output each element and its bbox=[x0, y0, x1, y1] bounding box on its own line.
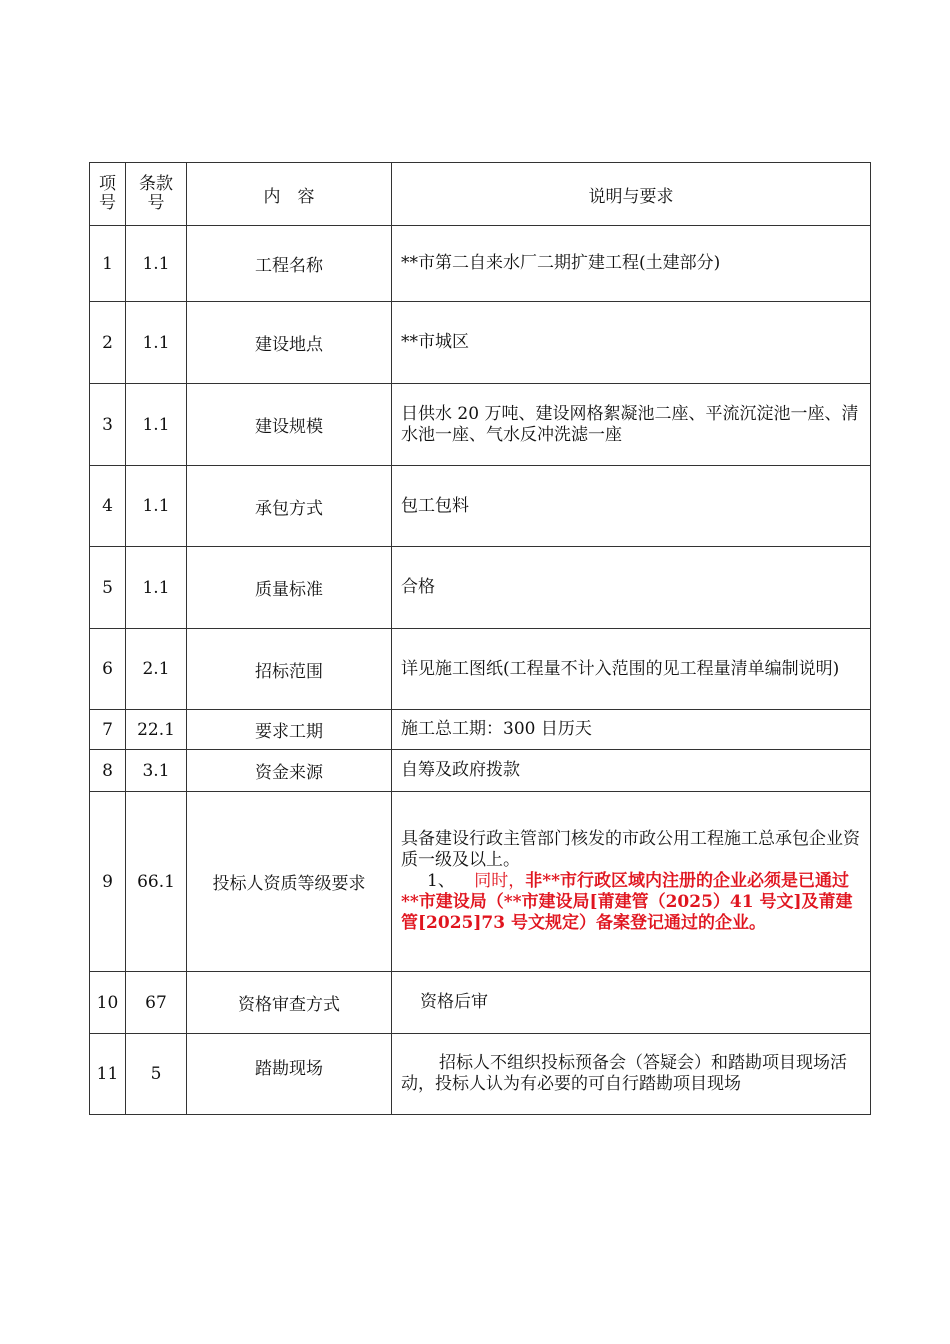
table-row bbox=[90, 972, 871, 1034]
table-row bbox=[90, 302, 871, 384]
row-content: 建设规模 bbox=[187, 384, 392, 466]
row-clause-no: 1.1 bbox=[126, 226, 187, 302]
row-item-no: 2 bbox=[90, 302, 126, 384]
header-item-no bbox=[90, 163, 126, 226]
header-content-label: 内 容 bbox=[263, 186, 315, 207]
row-description: 包工包料 bbox=[392, 466, 871, 547]
row-content: 踏勘现场 bbox=[187, 1034, 392, 1115]
review-method-text: 资格后审 bbox=[420, 992, 488, 1012]
row-clause-no: 1.1 bbox=[126, 302, 187, 384]
row-item-no: 8 bbox=[90, 750, 126, 792]
row-content: 质量标准 bbox=[187, 547, 392, 629]
table-row bbox=[90, 629, 871, 710]
table-row bbox=[90, 547, 871, 629]
row-description bbox=[392, 1034, 871, 1115]
row-description-qualification bbox=[392, 792, 871, 972]
header-item-no-label: 项号 bbox=[99, 174, 116, 213]
row-clause-no: 1.1 bbox=[126, 466, 187, 547]
row-content: 承包方式 bbox=[187, 466, 392, 547]
row-description bbox=[392, 972, 871, 1034]
row-clause-no: 3.1 bbox=[126, 750, 187, 792]
table-row bbox=[90, 792, 871, 972]
row-clause-no: 5 bbox=[126, 1034, 187, 1115]
qualification-note-bold: 非**市行政区域内注册的企业必须是已通过**市建设局（**市建设局[莆建管（2025）41 号文]及莆建管[2025]73 号文规定）备案登记通过的企业。 bbox=[401, 871, 853, 933]
header-description bbox=[392, 163, 871, 226]
table-row bbox=[90, 384, 871, 466]
row-item-no: 1 bbox=[90, 226, 126, 302]
requirements-table bbox=[89, 162, 871, 1115]
row-description: 详见施工图纸(工程量不计入范围的见工程量清单编制说明) bbox=[392, 629, 871, 710]
row-description: 施工总工期：300 日历天 bbox=[392, 710, 871, 750]
row-item-no: 10 bbox=[90, 972, 126, 1034]
row-item-no: 7 bbox=[90, 710, 126, 750]
table-row bbox=[90, 750, 871, 792]
row-description: 日供水 20 万吨、建设网格絮凝池二座、平流沉淀池一座、清水池一座、气水反冲洗滤一座 bbox=[392, 384, 871, 466]
qualification-note bbox=[401, 871, 862, 934]
row-content: 招标范围 bbox=[187, 629, 392, 710]
row-clause-no: 1.1 bbox=[126, 384, 187, 466]
row-item-no: 4 bbox=[90, 466, 126, 547]
header-description-label: 说明与要求 bbox=[588, 186, 674, 207]
row-item-no: 6 bbox=[90, 629, 126, 710]
table-row bbox=[90, 1034, 871, 1115]
row-item-no: 5 bbox=[90, 547, 126, 629]
qualification-note-red: 同时， bbox=[474, 871, 526, 891]
qualification-note-prefix: 1、 bbox=[427, 871, 455, 891]
header-clause-no-label: 条款号 bbox=[139, 174, 173, 213]
row-clause-no: 22.1 bbox=[126, 710, 187, 750]
row-item-no: 11 bbox=[90, 1034, 126, 1115]
header-clause-no bbox=[126, 163, 187, 226]
site-visit-text: 招标人不组织投标预备会（答疑会）和踏勘项目现场活动，投标人认为有必要的可自行踏勘项目现场 bbox=[401, 1053, 847, 1094]
header-content bbox=[187, 163, 392, 226]
row-clause-no: 67 bbox=[126, 972, 187, 1034]
table-header-row bbox=[90, 163, 871, 226]
row-description: **市第二自来水厂二期扩建工程(土建部分) bbox=[392, 226, 871, 302]
row-content: 要求工期 bbox=[187, 710, 392, 750]
row-clause-no: 66.1 bbox=[126, 792, 187, 972]
row-content: 资金来源 bbox=[187, 750, 392, 792]
row-clause-no: 1.1 bbox=[126, 547, 187, 629]
row-item-no: 9 bbox=[90, 792, 126, 972]
row-description: 合格 bbox=[392, 547, 871, 629]
qualification-text: 具备建设行政主管部门核发的市政公用工程施工总承包企业资质一级及以上。 bbox=[401, 829, 860, 870]
row-content: 工程名称 bbox=[187, 226, 392, 302]
row-content: 投标人资质等级要求 bbox=[187, 792, 392, 972]
row-description: **市城区 bbox=[392, 302, 871, 384]
table-row bbox=[90, 466, 871, 547]
row-description: 自筹及政府拨款 bbox=[392, 750, 871, 792]
table-row bbox=[90, 226, 871, 302]
row-clause-no: 2.1 bbox=[126, 629, 187, 710]
row-content: 建设地点 bbox=[187, 302, 392, 384]
row-content: 资格审查方式 bbox=[187, 972, 392, 1034]
table-row bbox=[90, 710, 871, 750]
row-item-no: 3 bbox=[90, 384, 126, 466]
